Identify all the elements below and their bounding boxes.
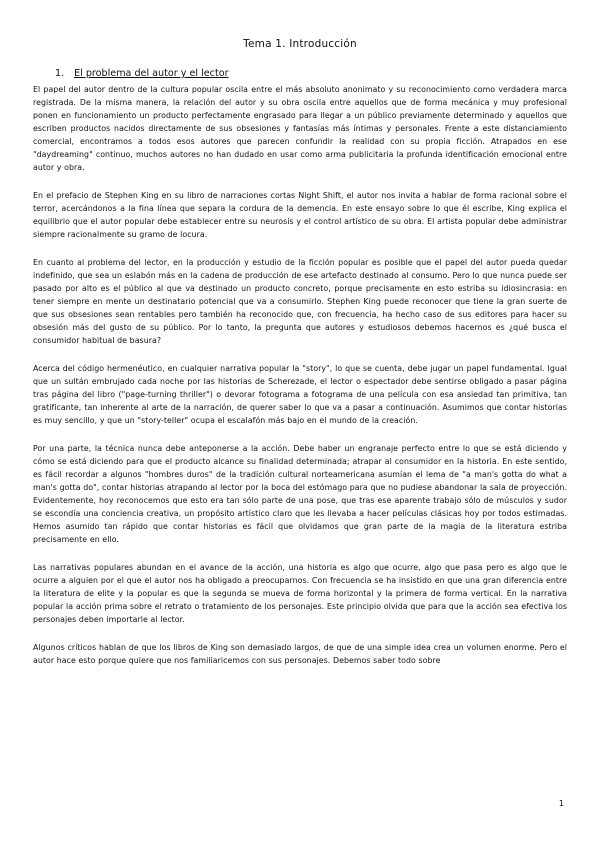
- paragraph-1: El papel del autor dentro de la cultura popular oscila entre el más absoluto anonimato y su reconocimiento como verdadera marca registrada. De la misma manera, la relación del autor y su obra oscila entre aquellos que de forma mecánica y muy profesional ponen en funcionamiento un producto perfectamente engrasado para llegar a un público previamente determinado y aquellos que escriben productos nacidos directamente de sus obsesiones y fantasías más íntimas y personales. Frente a este distanciamiento comercial, encontramos a todos esos autores que parecen confundir la realidad con su propia ficción. Atrapados en ese "daydreaming" continuo, muchos autores no han dudado en usar como arma publicitaria la profunda identificación emocional entre autor y obra.: [33, 85, 567, 172]
- paragraph-5: Por una parte, la técnica nunca debe anteponerse a la acción. Debe haber un engranaje perfecto entre lo que se está diciendo y cómo se está diciendo para que el producto alcance su finalidad determinada; atrapar al consumidor en la historia. En este sentido, es fácil recordar a algunos "hombres duros" de la tradición cultural norteamericana asumían el lema de "a man's gotta do what a man's gotta do", contar historias atrapando al lector por la boca del estómago para que no pudiese abandonar la sala de proyección. Evidentemente, hoy reconocemos que esto era tan sólo parte de una pose, que tras ese aparente trabajo sólo de músculos y sudor se escondía una conciencia creativa, un propósito artístico claro que les llevaba a hacer películas clásicas hoy por todos estimadas. Hemos asumido tan rápido que contar historias es fácil que olvidamos que gran parte de la magia de la literatura estriba precisamente en ello.: [33, 444, 567, 544]
- page-number: 1: [558, 799, 564, 808]
- section-number: 1.: [55, 68, 65, 79]
- document-title: Tema 1. Introducción: [243, 38, 357, 50]
- section-title: El problema del autor y el lector: [74, 68, 229, 79]
- paragraph-2: En el prefacio de Stephen King en su libro de narraciones cortas Night Shift, el autor nos invita a hablar de forma racional sobre el terror, acercándonos a la fina línea que separa la cordura de la demencia. En este ensayo sobre lo que él escribe, King explica el equilibrio que el autor popular debe establecer entre su neurosis y el control artístico de su obra. El artista popular debe administrar siempre racionalmente su gramo de locura.: [33, 191, 567, 239]
- paragraph-4: Acerca del código hermenéutico, en cualquier narrativa popular la "story", lo que se cuenta, debe jugar un papel fundamental. Igual que un sultán embrujado cada noche por las historias de Scherezade, el lector o espectador debe sentirse obligado a pasar página tras página del libro ("page-turning thriller") o devorar fotograma a fotograma de una película con esa ansiedad tan primitiva, tan gratificante, tan inherente al arte de la narración, de querer saber lo que va a pasar a continuación. Asumimos que contar historias es muy sencillo, y que un "story-teller" ocupa el escalafón más bajo en el mundo de la creación.: [33, 364, 567, 425]
- paragraph-7: Algunos críticos hablan de que los libros de King son demasiado largos, de que de una simple idea crea un volumen enorme. Pero el autor hace esto porque quiere que nos familiaricemos con sus personajes. Debemos saber todo sobre: [33, 643, 567, 665]
- paragraph-3: En cuanto al problema del lector, en la producción y estudio de la ficción popular es posible que el papel del autor pueda quedar indefinido, que sea un eslabón más en la cadena de producción de ese artefacto destinado al consumo. Pero lo que nunca puede ser pasado por alto es el público al que va destinado un producto concreto, porque precisamente en esto estriba su idiosincrasia: en tener siempre en mente un destinatario potencial que va a consumirlo. Stephen King puede reconocer que tiene la gran suerte de que sus obsesiones sean rentables pero también ha reconocido que, con frecuencia, ha hecho caso de sus editores para hacer su obsesión más del gusto de su público. Por lo tanto, la pregunta que autores y estudiosos debemos hacernos es ¿qué busca el consumidor habitual de basura?: [33, 258, 567, 345]
- section-heading: [55, 68, 567, 79]
- paragraph-6: Las narrativas populares abundan en el avance de la acción, una historia es algo que ocurre, algo que pasa pero es algo que le ocurre a alguien por el que el autor nos ha obligado a preocuparnos. Con frecuencia se ha insistido en que una gran diferencia entre la literatura de elite y la popular es que la segunda se mueva de forma horizontal y la primera de forma vertical. En la narrativa popular la acción prima sobre el retrato o tratamiento de los personajes. Este principio olvida que para que la acción sea efectiva los personajes deben importarle al lector.: [33, 563, 567, 624]
